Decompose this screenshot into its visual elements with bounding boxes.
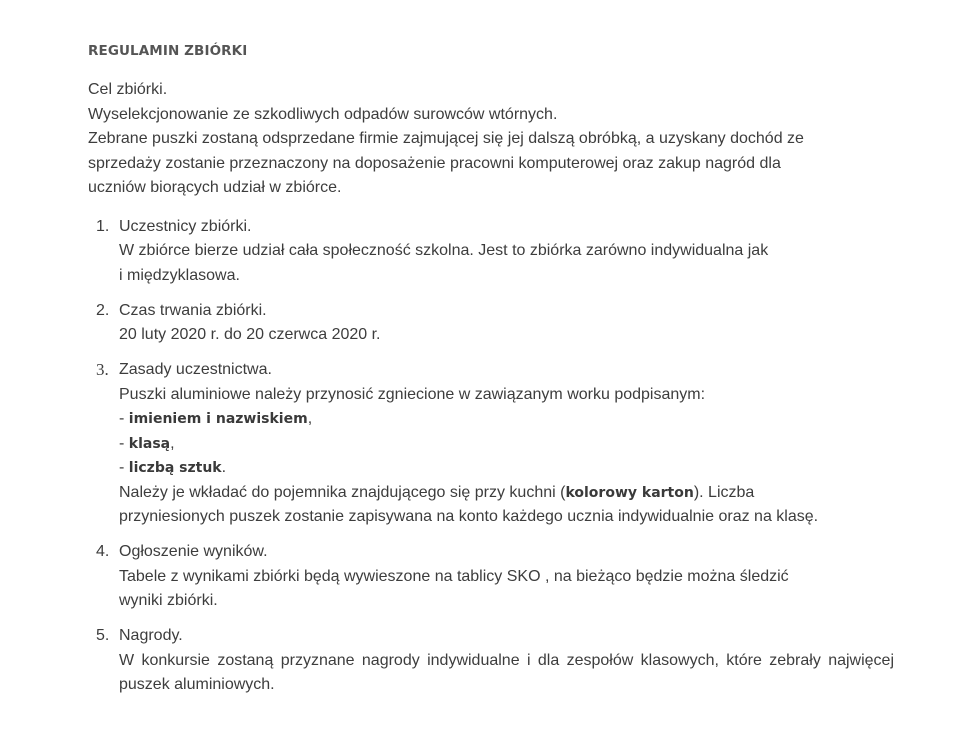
intro-line: sprzedaży zostanie przeznaczony na doposażenie pracowni komputerowej oraz zakup nagród dla — [88, 154, 781, 172]
dash: - — [119, 434, 129, 452]
punctuation: , — [170, 434, 175, 452]
label-requirement — [119, 407, 894, 432]
list-number: 5. — [96, 627, 110, 644]
bold-text: klasą — [128, 435, 171, 452]
list-number: 3. — [96, 360, 109, 379]
document-title: REGULAMIN ZBIÓRKI — [88, 43, 248, 59]
list-number: 2. — [96, 301, 110, 319]
dash: - — [119, 459, 129, 476]
rule-text: najwięcej puszek aluminiowych. — [119, 651, 894, 693]
rule-text: i międzyklasowa. — [119, 266, 240, 284]
rules-list — [88, 215, 894, 698]
list-number: 4. — [96, 543, 110, 560]
rule-item-duration — [88, 299, 894, 348]
rule-text: Tabele z wynikami zbiórki będą wywieszone na tablicy SKO , na bieżąco będzie można śledzić — [119, 567, 789, 585]
punctuation: . — [221, 459, 227, 476]
document-page — [88, 40, 894, 708]
intro-heading: Cel zbiórki. — [88, 81, 168, 98]
rule-text: Puszki aluminiowe należy przynosić zgniecione w zawiązanym worku podpisanym: — [119, 385, 706, 403]
rule-heading: Uczestnicy zbiórki. — [119, 217, 252, 235]
rule-item-rules — [88, 358, 894, 530]
rule-heading: Czas trwania zbiórki. — [119, 301, 267, 319]
rule-heading: Nagrody. — [119, 627, 183, 644]
bold-text: kolorowy karton — [565, 484, 694, 501]
intro-line: Wyselekcjonowanie ze szkodliwych odpadów surowców wtórnych. — [88, 105, 558, 123]
rule-text: wyniki zbiórki. — [119, 592, 218, 609]
rule-text: W konkursie zostaną przyznane nagrody indywidualne i dla zespołów klasowych, które zebrały — [119, 651, 821, 669]
list-number: 1. — [96, 217, 110, 235]
punctuation: , — [307, 410, 313, 427]
rule-text-justified — [119, 649, 894, 698]
rule-text — [119, 481, 894, 506]
label-requirement — [119, 456, 894, 481]
intro-section — [88, 78, 894, 201]
rule-text: W zbiórce bierze udział cała społeczność szkolna. Jest to zbiórka zarówno indywidualna jak — [119, 242, 769, 259]
rule-heading: Zasady uczestnictwa. — [119, 361, 272, 378]
rule-item-prizes — [88, 624, 894, 698]
intro-line: uczniów biorących udział w zbiórce. — [88, 179, 342, 196]
dash: - — [119, 410, 129, 427]
label-requirement — [119, 432, 894, 457]
text-segment: ). Liczba — [693, 483, 755, 501]
rule-item-results — [88, 540, 894, 614]
rule-heading: Ogłoszenie wyników. — [119, 543, 268, 560]
rule-text: 20 luty 2020 r. do 20 czerwca 2020 r. — [119, 326, 381, 343]
text-segment: Należy je wkładać do pojemnika znajdującego się przy kuchni ( — [119, 483, 566, 501]
rule-item-participants — [88, 215, 894, 289]
intro-line: Zebrane puszki zostaną odsprzedane firmie zajmującej się jej dalszą obróbką, a uzyskany dochód ze — [88, 130, 804, 147]
bold-text: imieniem i nazwiskiem — [128, 411, 308, 427]
bold-text: liczbą sztuk — [128, 460, 222, 476]
rule-text: przyniesionych puszek zostanie zapisywana na konto każdego ucznia indywidualnie oraz na klasę. — [119, 508, 819, 525]
